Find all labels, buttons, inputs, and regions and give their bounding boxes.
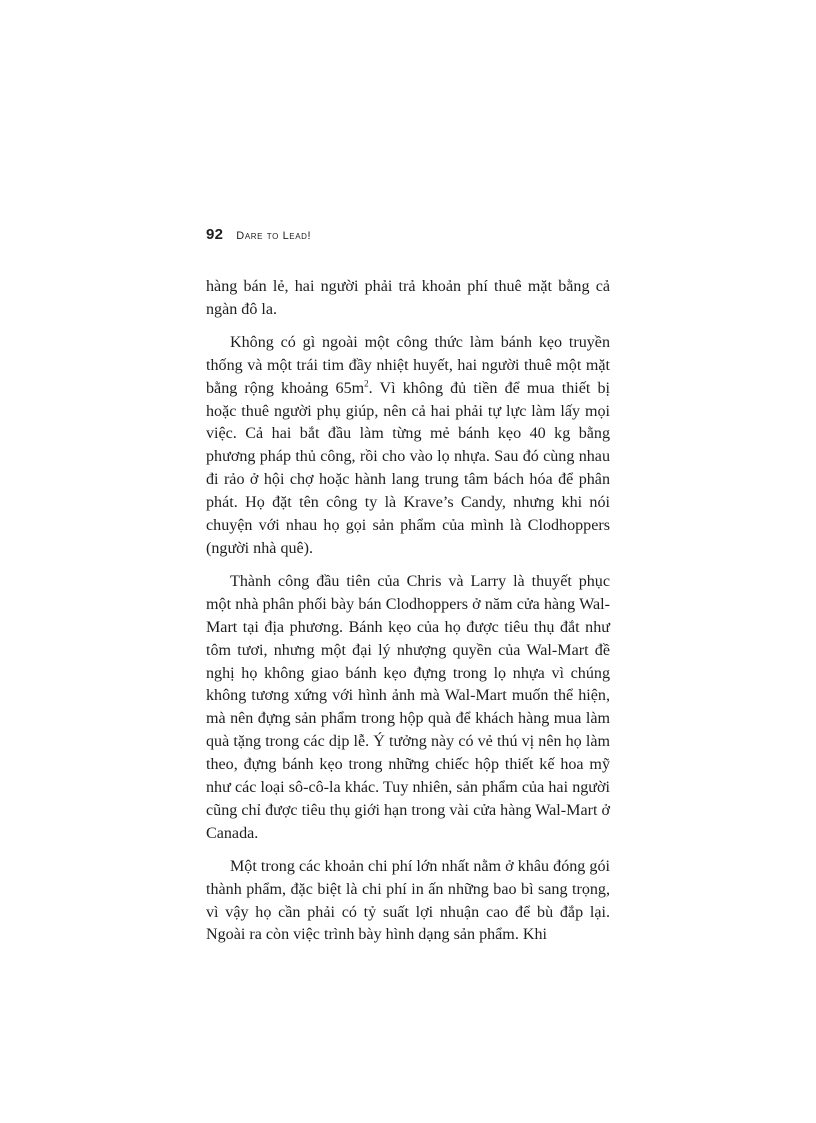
paragraph-continuation: hàng bán lẻ, hai người phải trả khoản phí thuê mặt bằng cả ngàn đô la. bbox=[206, 278, 610, 318]
paragraph-storefront-text-b: . Vì không đủ tiền để mua thiết bị hoặc thuê người phụ giúp, nên cả hai phải tự lực làm lấy mọi việc. Cả hai bắt đầu làm từng mẻ bánh kẹo 40 kg bằng phương pháp thủ công, rồi cho vào lọ nhựa. Sau đó cùng nhau đi rảo ở hội chợ hoặc hành lang trung tâm bách hóa để phân phát. Họ đặt tên công ty là Krave’s Candy, nhưng khi nói chuyện với nhau họ gọi sản phẩm của mình là Clodhoppers (người nhà quê). bbox=[206, 379, 611, 557]
page-header bbox=[206, 226, 626, 246]
area-superscript: 2 bbox=[364, 378, 369, 389]
running-title: Dare to Lead! bbox=[236, 230, 312, 242]
paragraph-storefront bbox=[206, 332, 610, 561]
paragraph-storefront-text-a: Không có gì ngoài một công thức làm bánh kẹo truyền thống và một trái tim đầy nhiệt huyết, hai người thuê một mặt bằng rộng khoảng 65m bbox=[206, 333, 610, 397]
body-text bbox=[206, 276, 610, 947]
paragraph-packaging: Một trong các khoản chi phí lớn nhất nằm ở khâu đóng gói thành phẩm, đặc biệt là chi phí in ấn những bao bì sang trọng, vì vậy họ cần phải có tỷ suất lợi nhuận cao để bù đắp lại. Ngoài ra còn việc trình bày hình dạng sản phẩm. Khi bbox=[206, 857, 610, 944]
paragraph-walmart: Thành công đầu tiên của Chris và Larry là thuyết phục một nhà phân phối bày bán Clodhoppers ở năm cửa hàng Wal-Mart tại địa phương. Bánh kẹo của họ được tiêu thụ đắt như tôm tươi, nhưng một đại lý nhượng quyền của Wal-Mart đề nghị họ không giao bánh kẹo đựng trong lọ nhựa vì chúng không tương xứng với hình ảnh mà Wal-Mart muốn thể hiện, mà nên đựng sản phẩm trong hộp quà để khách hàng mua làm quà tặng trong các dịp lễ. Ý tưởng này có vẻ thú vị nên họ làm theo, đựng bánh kẹo trong những chiếc hộp thiết kế hoa mỹ như các loại sô-cô-la khác. Tuy nhiên, sản phẩm của hai người cũng chỉ được tiêu thụ giới hạn trong vài cửa hàng Wal-Mart ở Canada. bbox=[206, 572, 610, 842]
page-number: 92 bbox=[206, 226, 224, 243]
